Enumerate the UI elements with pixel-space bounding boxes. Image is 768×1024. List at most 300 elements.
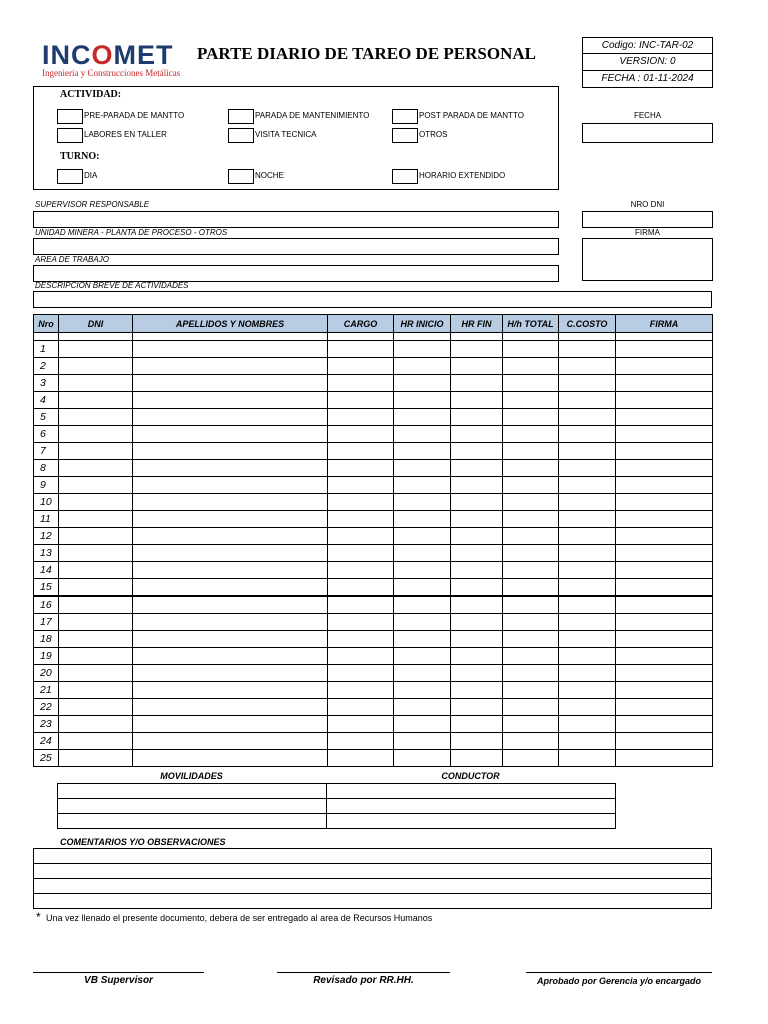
signature-gerencia: Aprobado por Gerencia y/o encargado: [536, 976, 702, 986]
logo-part-met: MET: [113, 40, 174, 70]
nombres-cell[interactable]: [133, 682, 328, 699]
movilidades-row: [58, 784, 616, 799]
nombres-cell[interactable]: [133, 733, 328, 750]
conductor-heading: CONDUCTOR: [441, 771, 500, 781]
hh-total-cell[interactable]: [503, 426, 559, 443]
nombres-cell[interactable]: [133, 358, 328, 375]
spacer-cell: [503, 333, 559, 341]
hr-fin-cell[interactable]: [451, 579, 503, 597]
hh-total-cell[interactable]: [503, 545, 559, 562]
dni-cell[interactable]: [59, 733, 133, 750]
nombres-cell[interactable]: [133, 699, 328, 716]
row-number: 9: [34, 477, 59, 494]
cargo-cell[interactable]: [328, 648, 394, 665]
unidad-label: UNIDAD MINERA - PLANTA DE PROCESO - OTROS: [35, 228, 228, 237]
nombres-cell[interactable]: [133, 392, 328, 409]
hr-fin-cell[interactable]: [451, 477, 503, 494]
cargo-cell[interactable]: [328, 733, 394, 750]
row-number: 4: [34, 392, 59, 409]
firma-cell[interactable]: [616, 665, 713, 682]
cargo-cell[interactable]: [328, 545, 394, 562]
table-row: [34, 579, 713, 597]
checkbox-horario-extendido[interactable]: [392, 169, 418, 184]
firma-cell[interactable]: [616, 648, 713, 665]
nombres-cell[interactable]: [133, 648, 328, 665]
dni-cell[interactable]: [59, 494, 133, 511]
comments-table: [33, 848, 712, 909]
hh-total-cell[interactable]: [503, 392, 559, 409]
firma-cell[interactable]: [616, 614, 713, 631]
cargo-cell[interactable]: [328, 631, 394, 648]
hr-inicio-cell[interactable]: [394, 682, 451, 699]
hh-total-cell[interactable]: [503, 460, 559, 477]
dni-cell[interactable]: [59, 392, 133, 409]
row-number: 6: [34, 426, 59, 443]
fecha-label: FECHA: [633, 111, 662, 120]
c-costo-cell[interactable]: [559, 665, 616, 682]
firma-cell[interactable]: [616, 528, 713, 545]
row-number: 14: [34, 562, 59, 579]
hh-total-cell[interactable]: [503, 358, 559, 375]
c-costo-cell[interactable]: [559, 631, 616, 648]
firma-cell[interactable]: [616, 733, 713, 750]
table-row: [34, 562, 713, 579]
dni-cell[interactable]: [59, 443, 133, 460]
c-costo-cell[interactable]: [559, 528, 616, 545]
hh-total-cell[interactable]: [503, 494, 559, 511]
c-costo-cell[interactable]: [559, 562, 616, 579]
dni-cell[interactable]: [59, 699, 133, 716]
cargo-cell[interactable]: [328, 341, 394, 358]
row-number: 24: [34, 733, 59, 750]
hh-total-cell[interactable]: [503, 443, 559, 460]
firma-cell[interactable]: [616, 392, 713, 409]
c-costo-cell[interactable]: [559, 750, 616, 767]
col-header-hh-total: H/h TOTAL: [503, 315, 559, 333]
table-row: [34, 716, 713, 733]
hr-fin-cell[interactable]: [451, 460, 503, 477]
spacer-cell: [34, 333, 59, 341]
spacer-cell: [616, 333, 713, 341]
hr-inicio-cell[interactable]: [394, 358, 451, 375]
comment-cell[interactable]: [34, 894, 712, 909]
hh-total-cell[interactable]: [503, 699, 559, 716]
c-costo-cell[interactable]: [559, 614, 616, 631]
cargo-cell[interactable]: [328, 477, 394, 494]
c-costo-cell[interactable]: [559, 375, 616, 392]
comment-cell[interactable]: [34, 849, 712, 864]
supervisor-field[interactable]: [33, 211, 559, 228]
hh-total-cell[interactable]: [503, 665, 559, 682]
table-row: [34, 682, 713, 699]
firma-cell[interactable]: [616, 375, 713, 392]
firma-cell[interactable]: [616, 682, 713, 699]
page-title: PARTE DIARIO DE TAREO DE PERSONAL: [197, 44, 536, 63]
dni-cell[interactable]: [59, 426, 133, 443]
descripcion-label: DESCRIPCION BREVE DE ACTIVIDADES: [35, 281, 189, 290]
nombres-cell[interactable]: [133, 750, 328, 767]
dni-cell[interactable]: [59, 341, 133, 358]
c-costo-cell[interactable]: [559, 682, 616, 699]
checkbox-parada[interactable]: [228, 109, 254, 124]
dni-cell[interactable]: [59, 750, 133, 767]
firma-cell[interactable]: [616, 443, 713, 460]
col-header-firma: FIRMA: [616, 315, 713, 333]
dni-cell[interactable]: [59, 716, 133, 733]
signature-line: [33, 972, 204, 973]
firma-cell[interactable]: [616, 477, 713, 494]
cargo-cell[interactable]: [328, 579, 394, 597]
label-visita-tecnica: VISITA TECNICA: [255, 130, 317, 139]
nombres-cell[interactable]: [133, 409, 328, 426]
hr-fin-cell[interactable]: [451, 648, 503, 665]
hr-inicio-cell[interactable]: [394, 665, 451, 682]
dni-cell[interactable]: [59, 596, 133, 614]
cargo-cell[interactable]: [328, 699, 394, 716]
row-number: 25: [34, 750, 59, 767]
hr-fin-cell[interactable]: [451, 443, 503, 460]
table-row: [34, 733, 713, 750]
hr-fin-cell[interactable]: [451, 665, 503, 682]
cargo-cell[interactable]: [328, 562, 394, 579]
dni-cell[interactable]: [59, 375, 133, 392]
checkbox-labores-taller[interactable]: [57, 128, 83, 143]
nombres-cell[interactable]: [133, 631, 328, 648]
hr-inicio-cell[interactable]: [394, 460, 451, 477]
hr-fin-cell[interactable]: [451, 392, 503, 409]
nombres-cell[interactable]: [133, 477, 328, 494]
dni-cell[interactable]: [59, 682, 133, 699]
hh-total-cell[interactable]: [503, 716, 559, 733]
hr-fin-cell[interactable]: [451, 528, 503, 545]
row-number: 16: [34, 596, 59, 614]
hr-inicio-cell[interactable]: [394, 716, 451, 733]
hr-inicio-cell[interactable]: [394, 750, 451, 767]
row-number: 10: [34, 494, 59, 511]
conductor-cell[interactable]: [327, 799, 616, 814]
fecha-field[interactable]: [582, 123, 713, 143]
firma-cell[interactable]: [616, 631, 713, 648]
firma-cell[interactable]: [616, 562, 713, 579]
table-row: [34, 750, 713, 767]
company-logo: [42, 40, 174, 71]
row-number: 23: [34, 716, 59, 733]
c-costo-cell[interactable]: [559, 358, 616, 375]
hr-fin-cell[interactable]: [451, 545, 503, 562]
table-row: [34, 648, 713, 665]
hr-fin-cell[interactable]: [451, 682, 503, 699]
activity-heading: ACTIVIDAD:: [60, 89, 122, 100]
cargo-cell[interactable]: [328, 426, 394, 443]
dni-cell[interactable]: [59, 579, 133, 597]
firma-cell[interactable]: [616, 341, 713, 358]
firma-cell[interactable]: [616, 494, 713, 511]
cargo-cell[interactable]: [328, 392, 394, 409]
table-header-row: [34, 315, 713, 333]
hr-fin-cell[interactable]: [451, 750, 503, 767]
checkbox-otros[interactable]: [392, 128, 418, 143]
row-number: 18: [34, 631, 59, 648]
table-row: [34, 511, 713, 528]
cargo-cell[interactable]: [328, 460, 394, 477]
hr-fin-cell[interactable]: [451, 614, 503, 631]
hr-fin-cell[interactable]: [451, 596, 503, 614]
hr-fin-cell[interactable]: [451, 699, 503, 716]
nombres-cell[interactable]: [133, 494, 328, 511]
nombres-cell[interactable]: [133, 443, 328, 460]
cargo-cell[interactable]: [328, 716, 394, 733]
cargo-cell[interactable]: [328, 494, 394, 511]
dni-cell[interactable]: [59, 545, 133, 562]
firma-cell[interactable]: [616, 596, 713, 614]
c-costo-cell[interactable]: [559, 716, 616, 733]
movilidad-cell[interactable]: [58, 799, 327, 814]
hr-inicio-cell[interactable]: [394, 596, 451, 614]
firma-cell[interactable]: [616, 409, 713, 426]
row-number: 15: [34, 579, 59, 597]
hh-total-cell[interactable]: [503, 682, 559, 699]
hr-fin-cell[interactable]: [451, 716, 503, 733]
nombres-cell[interactable]: [133, 579, 328, 597]
descripcion-field[interactable]: [33, 291, 712, 308]
table-body: [34, 333, 713, 767]
hh-total-cell[interactable]: [503, 579, 559, 597]
c-costo-cell[interactable]: [559, 409, 616, 426]
nro-dni-field[interactable]: [582, 211, 713, 228]
hh-total-cell[interactable]: [503, 750, 559, 767]
hh-total-cell[interactable]: [503, 528, 559, 545]
hr-inicio-cell[interactable]: [394, 477, 451, 494]
nombres-cell[interactable]: [133, 545, 328, 562]
firma-cell[interactable]: [616, 579, 713, 597]
hr-fin-cell[interactable]: [451, 562, 503, 579]
hr-inicio-cell[interactable]: [394, 392, 451, 409]
c-costo-cell[interactable]: [559, 545, 616, 562]
hr-fin-cell[interactable]: [451, 426, 503, 443]
hh-total-cell[interactable]: [503, 648, 559, 665]
hr-inicio-cell[interactable]: [394, 631, 451, 648]
nombres-cell[interactable]: [133, 460, 328, 477]
table-row: [34, 665, 713, 682]
nombres-cell[interactable]: [133, 426, 328, 443]
cargo-cell[interactable]: [328, 528, 394, 545]
nombres-cell[interactable]: [133, 375, 328, 392]
checkbox-visita-tecnica[interactable]: [228, 128, 254, 143]
hh-total-cell[interactable]: [503, 596, 559, 614]
hh-total-cell[interactable]: [503, 409, 559, 426]
firma-cell[interactable]: [616, 699, 713, 716]
dni-cell[interactable]: [59, 460, 133, 477]
hr-fin-cell[interactable]: [451, 733, 503, 750]
hr-inicio-cell[interactable]: [394, 443, 451, 460]
hh-total-cell[interactable]: [503, 375, 559, 392]
conductor-cell[interactable]: [327, 784, 616, 799]
hr-inicio-cell[interactable]: [394, 528, 451, 545]
cargo-cell[interactable]: [328, 596, 394, 614]
nombres-cell[interactable]: [133, 596, 328, 614]
cargo-cell[interactable]: [328, 443, 394, 460]
c-costo-cell[interactable]: [559, 579, 616, 597]
row-number: 21: [34, 682, 59, 699]
c-costo-cell[interactable]: [559, 648, 616, 665]
document-code: Codigo: INC-TAR-02: [583, 38, 712, 54]
comment-cell[interactable]: [34, 879, 712, 894]
cargo-cell[interactable]: [328, 375, 394, 392]
hr-inicio-cell[interactable]: [394, 614, 451, 631]
unidad-field[interactable]: [33, 238, 559, 255]
conductor-cell[interactable]: [327, 814, 616, 829]
firma-cell[interactable]: [616, 511, 713, 528]
hr-inicio-cell[interactable]: [394, 341, 451, 358]
hr-fin-cell[interactable]: [451, 511, 503, 528]
firma-cell[interactable]: [616, 750, 713, 767]
movilidad-cell[interactable]: [58, 784, 327, 799]
firma-cell[interactable]: [616, 545, 713, 562]
firma-field[interactable]: [582, 238, 713, 281]
cargo-cell[interactable]: [328, 614, 394, 631]
hr-fin-cell[interactable]: [451, 358, 503, 375]
spacer-cell: [133, 333, 328, 341]
cargo-cell[interactable]: [328, 511, 394, 528]
cargo-cell[interactable]: [328, 665, 394, 682]
hr-fin-cell[interactable]: [451, 375, 503, 392]
hr-inicio-cell[interactable]: [394, 562, 451, 579]
col-header-cargo: CARGO: [328, 315, 394, 333]
nombres-cell[interactable]: [133, 511, 328, 528]
nombres-cell[interactable]: [133, 562, 328, 579]
hr-fin-cell[interactable]: [451, 494, 503, 511]
nombres-cell[interactable]: [133, 528, 328, 545]
document-info-box: [582, 37, 713, 88]
row-number: 22: [34, 699, 59, 716]
table-row: [34, 528, 713, 545]
movilidades-row: [58, 799, 616, 814]
dni-cell[interactable]: [59, 358, 133, 375]
dni-cell[interactable]: [59, 511, 133, 528]
hh-total-cell[interactable]: [503, 511, 559, 528]
movilidades-table: [57, 783, 616, 829]
hr-inicio-cell[interactable]: [394, 699, 451, 716]
col-header-dni: DNI: [59, 315, 133, 333]
hr-inicio-cell[interactable]: [394, 511, 451, 528]
label-otros: OTROS: [419, 130, 448, 139]
checkbox-dia[interactable]: [57, 169, 83, 184]
spacer-cell: [59, 333, 133, 341]
table-row: [34, 375, 713, 392]
hr-fin-cell[interactable]: [451, 631, 503, 648]
logo-tagline: Ingeniería y Construcciones Metálicas: [42, 68, 181, 78]
table-row: [34, 699, 713, 716]
hh-total-cell[interactable]: [503, 562, 559, 579]
c-costo-cell[interactable]: [559, 511, 616, 528]
comment-cell[interactable]: [34, 864, 712, 879]
col-header-hr-fin: HR FIN: [451, 315, 503, 333]
hr-inicio-cell[interactable]: [394, 426, 451, 443]
hh-total-cell[interactable]: [503, 733, 559, 750]
label-parada: PARADA DE MANTENIMIENTO: [255, 111, 370, 120]
nombres-cell[interactable]: [133, 614, 328, 631]
c-costo-cell[interactable]: [559, 392, 616, 409]
signature-line: [277, 972, 450, 973]
hr-inicio-cell[interactable]: [394, 494, 451, 511]
c-costo-cell[interactable]: [559, 596, 616, 614]
hr-inicio-cell[interactable]: [394, 648, 451, 665]
c-costo-cell[interactable]: [559, 699, 616, 716]
c-costo-cell[interactable]: [559, 426, 616, 443]
table-row: [34, 545, 713, 562]
hh-total-cell[interactable]: [503, 477, 559, 494]
dni-cell[interactable]: [59, 614, 133, 631]
c-costo-cell[interactable]: [559, 733, 616, 750]
signature-rrhh: Revisado por RR.HH.: [313, 975, 414, 986]
c-costo-cell[interactable]: [559, 477, 616, 494]
dni-cell[interactable]: [59, 562, 133, 579]
table-row: [34, 341, 713, 358]
cargo-cell[interactable]: [328, 750, 394, 767]
dni-cell[interactable]: [59, 648, 133, 665]
col-header-nombres: APELLIDOS Y NOMBRES: [133, 315, 328, 333]
movilidad-cell[interactable]: [58, 814, 327, 829]
table-row: [34, 494, 713, 511]
document-date: FECHA : 01-11-2024: [601, 72, 694, 84]
nombres-cell[interactable]: [133, 665, 328, 682]
dni-cell[interactable]: [59, 409, 133, 426]
label-noche: NOCHE: [255, 171, 284, 180]
logo-part-c: C: [71, 40, 92, 70]
hh-total-cell[interactable]: [503, 614, 559, 631]
area-field[interactable]: [33, 265, 559, 282]
c-costo-cell[interactable]: [559, 494, 616, 511]
nombres-cell[interactable]: [133, 341, 328, 358]
checkbox-post-parada[interactable]: [392, 109, 418, 124]
dni-cell[interactable]: [59, 528, 133, 545]
checkbox-pre-parada[interactable]: [57, 109, 83, 124]
dni-cell[interactable]: [59, 665, 133, 682]
c-costo-cell[interactable]: [559, 443, 616, 460]
c-costo-cell[interactable]: [559, 341, 616, 358]
hr-fin-cell[interactable]: [451, 409, 503, 426]
firma-label: FIRMA: [635, 228, 660, 237]
hr-inicio-cell[interactable]: [394, 733, 451, 750]
hr-inicio-cell[interactable]: [394, 545, 451, 562]
firma-cell[interactable]: [616, 358, 713, 375]
hr-fin-cell[interactable]: [451, 341, 503, 358]
cargo-cell[interactable]: [328, 409, 394, 426]
dni-cell[interactable]: [59, 631, 133, 648]
hr-inicio-cell[interactable]: [394, 375, 451, 392]
row-number: 5: [34, 409, 59, 426]
cargo-cell[interactable]: [328, 358, 394, 375]
checkbox-noche[interactable]: [228, 169, 254, 184]
nombres-cell[interactable]: [133, 716, 328, 733]
table-spacer-row: [34, 333, 713, 341]
spacer-cell: [559, 333, 616, 341]
hh-total-cell[interactable]: [503, 341, 559, 358]
firma-cell[interactable]: [616, 460, 713, 477]
c-costo-cell[interactable]: [559, 460, 616, 477]
supervisor-label: SUPERVISOR RESPONSABLE: [35, 200, 150, 209]
hr-inicio-cell[interactable]: [394, 579, 451, 597]
hr-inicio-cell[interactable]: [394, 409, 451, 426]
firma-cell[interactable]: [616, 426, 713, 443]
table-row: [34, 443, 713, 460]
firma-cell[interactable]: [616, 716, 713, 733]
comment-row: [34, 879, 712, 894]
hh-total-cell[interactable]: [503, 631, 559, 648]
row-number: 1: [34, 341, 59, 358]
dni-cell[interactable]: [59, 477, 133, 494]
cargo-cell[interactable]: [328, 682, 394, 699]
